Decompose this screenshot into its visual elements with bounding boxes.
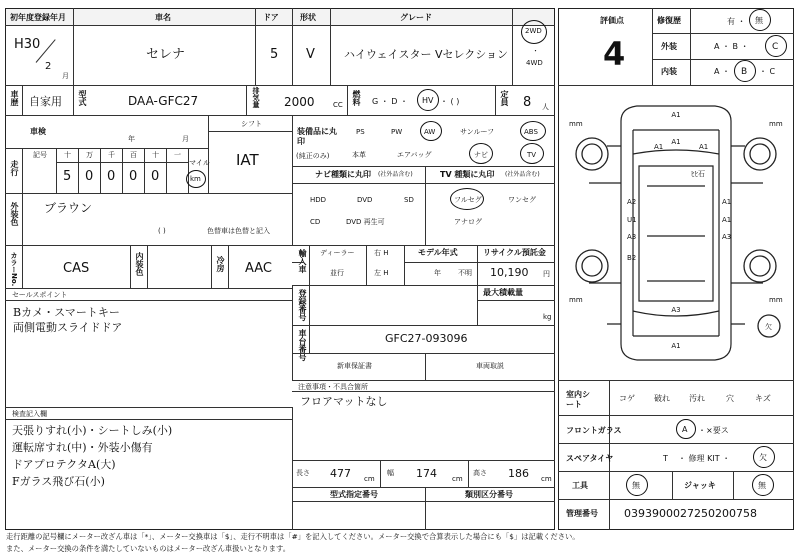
diagram-mark: A1 — [671, 111, 681, 119]
digit-place-label: 千 — [108, 151, 115, 159]
shift-value: IAT — [236, 151, 259, 169]
sales-point-1: Bカメ・スマートキー — [13, 306, 120, 319]
digit-place-label: 万 — [86, 151, 93, 159]
score-label: 評価点 — [600, 16, 624, 25]
inspection-year-unit: 年 — [128, 135, 135, 143]
digit-place-label: 十 — [152, 151, 159, 159]
type-number-label: 型式指定番号 — [330, 490, 378, 499]
repair-options: 有 ・ — [727, 17, 746, 26]
length-label: 長さ — [296, 469, 310, 477]
management-label: 管理番号 — [566, 509, 598, 518]
usage-value: 自家用 — [29, 95, 62, 108]
repair-circled: 無 — [755, 16, 763, 25]
digit-divider — [144, 148, 145, 193]
shape-label: 形状 — [300, 13, 316, 22]
fuel-paren: ・ ( ) — [440, 97, 460, 106]
length-unit: cm — [364, 475, 375, 483]
color-code: CAS — [63, 261, 90, 276]
interior-color-label: 内装色 — [135, 252, 144, 276]
import-dealer: ディーラー — [320, 249, 355, 257]
windshield-circled: A — [682, 425, 688, 434]
footer-note-2: また、メーター交換の条件を満たしていないものはメーター改ざん車扱いとなります。 — [6, 544, 290, 553]
recycle-unit: 円 — [543, 270, 550, 278]
drive-2wd: 2WD — [525, 27, 542, 35]
import-right: 右 H — [374, 249, 389, 257]
chassis-value: GFC27-093096 — [385, 332, 468, 345]
equip-leather: 本革 — [352, 151, 366, 159]
diagram-mm: mm — [569, 120, 583, 128]
jack-label: ジャッキ — [684, 481, 716, 490]
fuel-options: G ・ D ・ — [372, 97, 408, 106]
model-label: 型式 — [78, 90, 87, 106]
import-left: 左 H — [374, 269, 389, 277]
drive-4wd: 4WD — [526, 59, 543, 67]
equip-airbag: エアバッグ — [397, 151, 432, 159]
capacity-unit: 人 — [542, 103, 549, 111]
height-unit: cm — [541, 475, 552, 483]
mile-label: マイル — [189, 159, 210, 167]
chassis-label: 車台番号 — [298, 329, 307, 361]
navi-dvd: DVD — [357, 196, 373, 204]
score-value: 4 — [603, 35, 626, 73]
diagram-mark: A3 — [627, 233, 637, 241]
seat-item: 破れ — [654, 394, 670, 403]
grade-value: ハイウェイスター Vセレクション — [344, 48, 509, 61]
equipment-sub: (純正のみ) — [296, 152, 330, 160]
manual-label: 車両取説 — [476, 362, 504, 370]
model-year-unknown: 不明 — [458, 269, 472, 277]
max-load-unit: kg — [543, 313, 552, 321]
diagram-mm: mm — [769, 296, 783, 304]
diagram-mark: A1 — [722, 216, 732, 224]
exterior-color-value: ブラウン — [44, 201, 93, 215]
navi-sd: SD — [404, 196, 414, 204]
repair-label: 修復歴 — [657, 16, 681, 25]
equip-tv: TV — [527, 151, 537, 159]
equipment-label: 装備品に丸印 — [297, 127, 337, 147]
exterior-circled: C — [772, 42, 779, 52]
diagram-mark: A1 — [699, 143, 709, 151]
fuel-label: 燃料 — [352, 90, 361, 106]
shift-label: シフト — [241, 120, 262, 128]
navi-type-sub: (社外品含む) — [378, 171, 413, 178]
tv-type-label: TV 種類に丸印 — [440, 170, 495, 179]
first-reg-month: 2 — [45, 61, 52, 72]
equip-sunroof: サンルーフ — [460, 128, 495, 136]
digit-place-label: 百 — [130, 151, 137, 159]
tv-oneseg: ワンセグ — [508, 196, 536, 204]
equip-navi: ナビ — [474, 151, 488, 159]
digit-divider — [78, 148, 79, 193]
inspector-line-1: 天張りすれ(小)・シートしみ(小) — [12, 424, 173, 437]
mileage-digit: 0 — [107, 169, 116, 184]
mileage-digit: 5 — [63, 169, 72, 184]
digit-divider — [122, 148, 123, 193]
inspector-line-3: ドアプロテクタA(大) — [12, 458, 116, 471]
exterior-label: 外装 — [661, 42, 677, 51]
import-label: 輸入車 — [298, 249, 307, 273]
body-history-label: 車歴 — [10, 90, 19, 106]
digit-divider — [166, 148, 167, 193]
navi-cd: CD — [310, 218, 321, 226]
management-number: 0393900027250200758 — [624, 507, 757, 520]
seat-item: キズ — [755, 394, 771, 403]
equip-aw: AW — [424, 128, 436, 136]
mileage-digit: 0 — [85, 169, 94, 184]
color-paren: ( ) — [158, 227, 166, 235]
digit-place-label: 十 — [64, 151, 71, 159]
equip-abs: ABS — [524, 128, 538, 136]
exterior-ab: A ・ B ・ — [714, 42, 749, 51]
tools-label: 工具 — [572, 481, 588, 490]
body-shape: V — [306, 47, 315, 62]
jack-circled: 無 — [758, 481, 766, 490]
mileage-label: 走行 — [10, 160, 19, 176]
displacement-label: 排気量 — [252, 87, 260, 108]
inspection-label: 車検 — [30, 127, 46, 136]
spare-t: T — [663, 454, 668, 463]
navi-hdd: HDD — [310, 196, 327, 204]
tools-circled: 無 — [632, 481, 640, 490]
diagram-mark: U1 — [627, 216, 637, 224]
color-code-label: カラーNo. — [10, 252, 18, 287]
footer-note-1: 走行距離の記号欄にメーター改ざん車は「*」、メーター交換車は「$」、走行不明車は「#」を記入してください。メーター交換で合算表示した場合にも「$」は記載ください。 — [6, 532, 580, 541]
mileage-digit: 0 — [151, 169, 160, 184]
km-label: km — [190, 175, 201, 183]
spare-tire-label: スペアタイヤ — [566, 454, 614, 463]
digit-divider — [100, 148, 101, 193]
car-name-label: 車名 — [155, 13, 171, 22]
windshield-rest: ・×要ス — [698, 426, 729, 435]
import-parallel: 並行 — [330, 269, 344, 277]
model-year-label: モデル年式 — [418, 248, 458, 257]
interior-c: ・ C — [759, 67, 776, 76]
tv-type-sub: (社外品含む) — [505, 171, 540, 178]
height-label: 高さ — [473, 469, 487, 477]
exterior-color-label: 外装色 — [10, 202, 19, 226]
digit-divider — [188, 148, 189, 193]
grade-label: グレード — [400, 13, 432, 22]
class-number-label: 類別区分番号 — [465, 490, 513, 499]
navi-dvd-play: DVD 再生可 — [346, 218, 385, 226]
color-note: 色替車は色替と記入 — [207, 227, 270, 235]
capacity-label: 定員 — [500, 90, 509, 106]
diagram-mark: A3 — [671, 306, 681, 314]
recycle-label: リサイクル預託金 — [483, 248, 546, 257]
interior-label: 内装 — [661, 67, 677, 76]
capacity-value: 8 — [523, 95, 532, 110]
spare-circled: 欠 — [759, 453, 767, 462]
equip-ps: PS — [356, 128, 365, 136]
diagram-mark: A2 — [627, 198, 637, 206]
width-value: 174 — [416, 467, 437, 480]
month-unit: 月 — [62, 72, 69, 80]
diagram-mark: A1 — [654, 143, 664, 151]
model-value: DAA-GFC27 — [128, 94, 199, 108]
diagram-mm: mm — [569, 296, 583, 304]
navi-type-label: ナビ種類に丸印 — [315, 170, 371, 179]
tv-analog: アナログ — [454, 218, 482, 226]
tv-fullseg: フルセグ — [454, 196, 482, 204]
sales-point-2: 両側電動スライドドア — [13, 321, 123, 334]
length-value: 477 — [330, 467, 351, 480]
recycle-value: 10,190 — [490, 266, 529, 279]
displacement-unit: CC — [333, 101, 343, 109]
width-unit: cm — [452, 475, 463, 483]
equip-pw: PW — [391, 128, 403, 136]
diagram-mark: B2 — [627, 254, 637, 262]
diagram-mm: mm — [769, 120, 783, 128]
mileage-digit: 0 — [129, 169, 138, 184]
notes-label: 注意事項・不具合箇所 — [298, 383, 368, 391]
fuel-circled: HV — [422, 96, 434, 105]
digits-label: 記号 — [33, 151, 47, 159]
diagram-mark: A1 — [722, 198, 732, 206]
diagram-mark: A1 — [671, 342, 681, 350]
inspector-label: 検査記入欄 — [12, 410, 47, 418]
diagram-mark: ﾋﾋ石 — [691, 170, 705, 178]
max-load-label: 最大積載量 — [483, 288, 523, 297]
first-reg-label: 初年度登録年月 — [10, 13, 66, 22]
digit-place-label: 一 — [174, 151, 181, 159]
warranty-label: 新車保証書 — [337, 362, 372, 370]
model-year-unit: 年 — [434, 269, 441, 277]
door-label: ドア — [263, 13, 279, 22]
interior-a: A ・ — [714, 67, 731, 76]
vehicle-damage-diagram — [559, 86, 793, 378]
ac-label: 冷房 — [216, 256, 225, 272]
notes-text: フロアマットなし — [300, 395, 388, 408]
windshield-label: フロントガラス — [566, 426, 622, 435]
inspection-month-unit: 月 — [182, 135, 189, 143]
car-name: セレナ — [146, 47, 186, 62]
seat-item: 汚れ — [689, 394, 705, 403]
displacement-value: 2000 — [284, 95, 315, 109]
door-count: 5 — [270, 47, 279, 62]
diagram-mark: A3 — [722, 233, 732, 241]
width-label: 幅 — [387, 469, 394, 477]
spare-kit: ・ 修理 KIT ・ — [678, 454, 731, 463]
inspector-line-4: Fガラス飛び石(小) — [12, 475, 105, 488]
interior-circled: B — [741, 67, 748, 77]
sales-points-label: セールスポイント — [12, 291, 68, 299]
diagram-ketsu: 欠 — [765, 323, 772, 331]
seat-label: 室内シート — [566, 390, 590, 410]
seat-item: コゲ — [619, 394, 635, 403]
diagram-mark: A1 — [671, 138, 681, 146]
seat-item: 穴 — [726, 394, 734, 403]
first-reg-year: H30 — [14, 37, 41, 52]
height-value: 186 — [508, 467, 529, 480]
registration-label: 登録番号 — [298, 289, 307, 321]
inspector-line-2: 運転席すれ(中)・外装小傷有 — [12, 441, 153, 454]
ac-value: AAC — [245, 261, 272, 276]
